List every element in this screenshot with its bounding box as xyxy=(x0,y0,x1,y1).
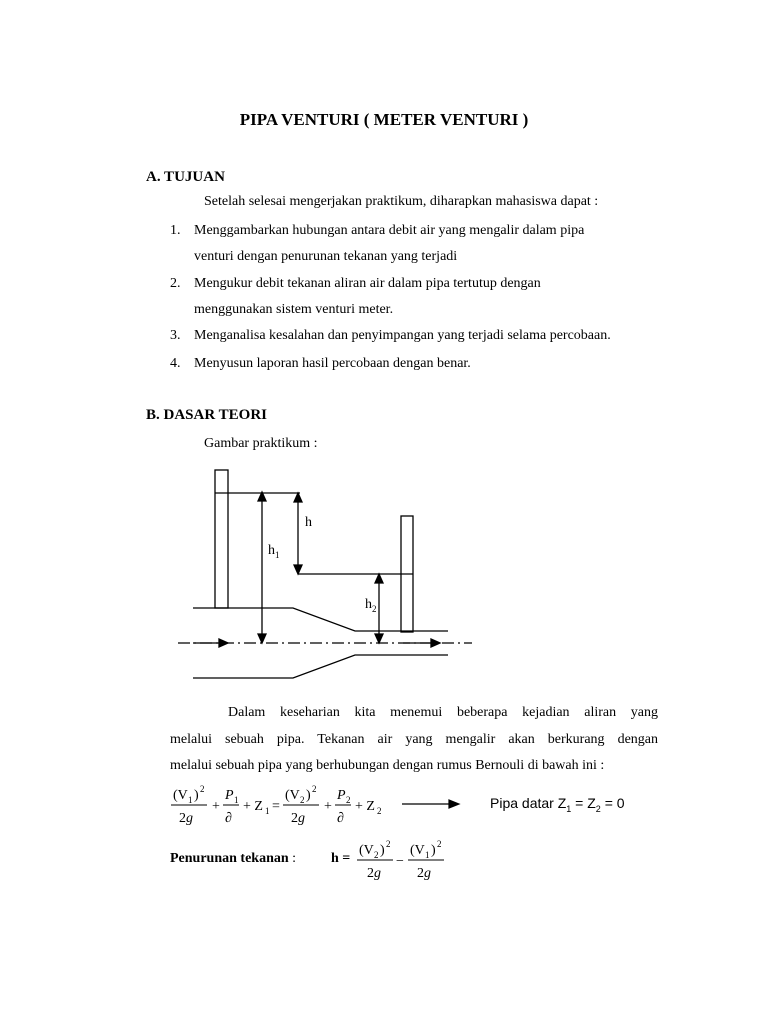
svg-text:∂: ∂ xyxy=(337,811,344,826)
h-equals: h = xyxy=(331,851,351,866)
svg-text:): ) xyxy=(194,788,199,803)
paragraph-line: melalui sebuah pipa. Tekanan air yang mengalir akan berkurang dengan xyxy=(170,731,658,747)
svg-text:2: 2 xyxy=(437,839,442,849)
list-text: venturi dengan penurunan tekanan yang terjadi xyxy=(194,249,458,264)
list-number: 4. xyxy=(170,356,181,371)
list-item xyxy=(170,218,658,270)
h2-arrow-bottom xyxy=(375,634,383,643)
svg-text:2: 2 xyxy=(300,795,305,805)
pipe-top-wall xyxy=(193,608,448,631)
svg-text:2: 2 xyxy=(386,839,391,849)
label-h: h xyxy=(305,515,312,530)
svg-text:=: = xyxy=(272,799,280,814)
label-h2: $h_2$ xyxy=(365,597,377,614)
list-text: Mengukur debit tekanan aliran air dalam pipa tertutup dengan xyxy=(194,276,541,291)
section-a-heading: A. TUJUAN xyxy=(146,169,225,185)
list-text: Menggambarkan hubungan antara debit air yang mengalir dalam pipa xyxy=(194,223,585,238)
svg-text:(V: (V xyxy=(285,788,300,803)
left-piezometer-tube xyxy=(215,470,228,608)
svg-text:2g: 2g xyxy=(179,811,193,826)
list-text: Menyusun laporan hasil percobaan dengan benar. xyxy=(194,356,471,371)
svg-text:2g: 2g xyxy=(367,866,381,881)
list-number: 2. xyxy=(170,276,181,291)
svg-text:2: 2 xyxy=(346,795,351,805)
h-arrow-top xyxy=(294,493,302,502)
svg-text:P: P xyxy=(225,788,234,803)
svg-text:2g: 2g xyxy=(291,811,305,826)
h-arrow-bottom xyxy=(294,565,302,574)
flow-arrow-left xyxy=(219,639,228,647)
svg-text:): ) xyxy=(306,788,311,803)
list-text: menggunakan sistem venturi meter. xyxy=(194,302,394,317)
bernoulli-equation xyxy=(165,780,465,830)
svg-text:1: 1 xyxy=(188,795,193,805)
svg-text:(V: (V xyxy=(359,843,374,858)
list-item xyxy=(170,271,658,323)
list-item xyxy=(170,351,658,377)
pipe-bottom-wall xyxy=(193,655,448,678)
svg-text:−: − xyxy=(396,854,404,869)
svg-text:+: + xyxy=(324,799,332,814)
svg-text:+: + xyxy=(212,799,220,814)
list-item xyxy=(170,323,658,349)
svg-text:+ Z: + Z xyxy=(355,799,375,814)
figure-caption: Gambar praktikum : xyxy=(204,436,318,451)
paragraph-line: Dalam keseharian kita menemui beberapa kejadian aliran yang xyxy=(228,705,658,720)
svg-text:2g: 2g xyxy=(417,866,431,881)
arrow-right-icon xyxy=(449,800,459,808)
page-title: PIPA VENTURI ( METER VENTURI ) xyxy=(239,110,529,129)
section-b-heading: B. DASAR TEORI xyxy=(146,407,268,423)
svg-text:(V: (V xyxy=(173,788,188,803)
theory-paragraph xyxy=(170,700,658,780)
penurunan-label: Penurunan tekanan : xyxy=(170,851,297,866)
svg-text:∂: ∂ xyxy=(225,811,232,826)
h1-arrow-bottom xyxy=(258,634,266,643)
svg-text:2: 2 xyxy=(374,850,379,860)
paragraph-line: melalui sebuah pipa yang berhubungan dengan rumus Bernouli di bawah ini : xyxy=(170,758,605,773)
svg-text:P: P xyxy=(337,788,346,803)
list-text: Menganalisa kesalahan dan penyimpangan yang terjadi selama percobaan. xyxy=(194,328,611,343)
list-number: 3. xyxy=(170,328,181,343)
svg-text:2: 2 xyxy=(377,806,382,816)
section-a-intro: Setelah selesai mengerjakan praktikum, diharapkan mahasiswa dapat : xyxy=(204,194,599,209)
h2-arrow-top xyxy=(375,574,383,583)
list-number: 1. xyxy=(170,223,181,238)
svg-text:2: 2 xyxy=(200,784,205,794)
svg-text:1: 1 xyxy=(425,850,430,860)
venturi-diagram xyxy=(170,460,480,690)
svg-text:1: 1 xyxy=(234,795,239,805)
pressure-drop-formula xyxy=(355,835,455,885)
svg-text:(V: (V xyxy=(410,843,425,858)
svg-text:+ Z: + Z xyxy=(243,799,263,814)
flow-arrow-right xyxy=(431,639,440,647)
svg-text:): ) xyxy=(431,843,436,858)
label-h1: $h_1$ xyxy=(268,543,280,560)
svg-text:1: 1 xyxy=(265,806,270,816)
svg-text:): ) xyxy=(380,843,385,858)
svg-text:2: 2 xyxy=(312,784,317,794)
pipa-datar-text: Pipa datar $Z_1 = Z_2 = 0$ xyxy=(490,795,625,814)
